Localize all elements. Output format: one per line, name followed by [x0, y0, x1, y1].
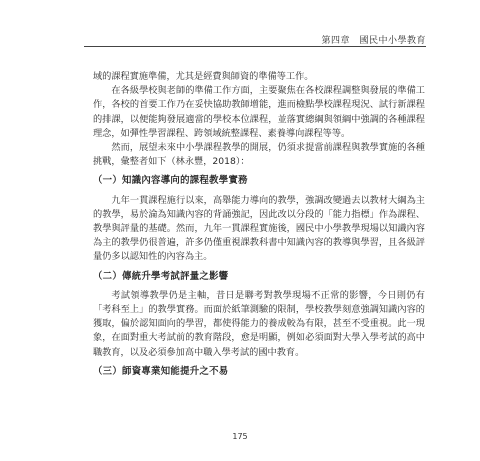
- section-heading-3: （三）師資專業知能提升之不易: [93, 365, 229, 377]
- section-heading-1: （一）知識內容導向的課程教學實務: [93, 175, 248, 187]
- paragraph-school-preparation: 在各級學校與老師的準備工作方面，主要聚焦在各校課程調整與發展的準備工作，各校的首要工作乃在妥快協助教師增能，進而檢點學校課程現況、試行新課程的排課，以便能夠發展適當的學校本位課程，並落實總綱與領綱中強調的各種課程理念，如彈性學習課程、跨領域統整課程、素養導向課程等等。: [93, 85, 425, 139]
- header-rule: [84, 46, 426, 47]
- section-1-paragraph: 九年一貫課程施行以來，高舉能力導向的教學，強調改變過去以教材大綱為主的教學，易於淪為知識內容的背誦強記，因此改以分段的「能力指標」作為課程、教學與評量的基礎。然而，九年一貫課程實施後，國民中小學教學現場以知識內容為主的教學仍很普遍，許多仍僅重視課教科書中知識內容的教導與學習，且各級評量仍多以認知性的內容為主。: [93, 194, 425, 263]
- page-number: 175: [232, 432, 248, 441]
- section-2-paragraph: 考試領導教學仍是主軸，昔日是聯考對教學現場不正常的影響，今日則仍有「考科至上」的教學實務。而面於紙筆測驗的限制，學校教學刻意強調知識內容的獲取，偏於認知面向的學習，都使得能力的養成較為有限，甚至不受重視。此一現象，在面對重大考試前的教育階段，愈是明顯，例如必須面對大學入學考試的高中職教育，以及必須參加高中職入學考試的國中教育。: [93, 289, 425, 358]
- body-text: [93, 70, 425, 384]
- section-heading-2: （二）傳統升學考試評量之影響: [93, 270, 229, 282]
- paragraph-challenges-intro: 然而，展望未來中小學課程教學的開展，仍須求提當前課程與教學實施的各種挑戰，彙整者如下（林永豐，2018）：: [93, 142, 425, 168]
- paragraph-continuation: 域的課程實施準備，尤其是經費與師資的準備等工作。: [93, 71, 314, 82]
- running-header-title: 第四章 國民中小學教育: [321, 36, 426, 46]
